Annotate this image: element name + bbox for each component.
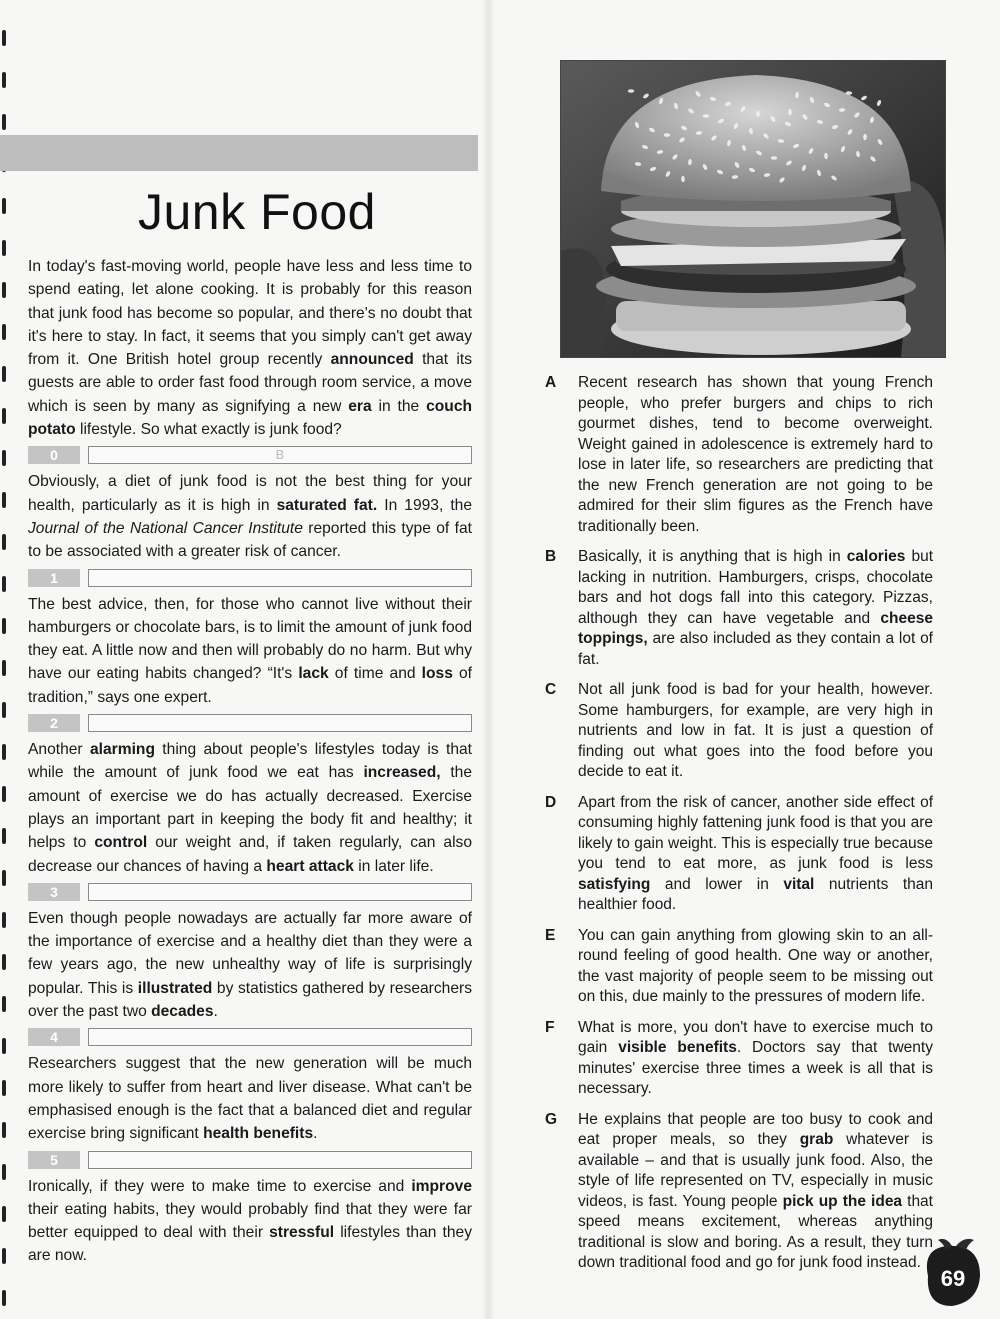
text-run: In today's fast-moving world, people have less and less time to spend eating, let alone cooking. It is probably for this reason that junk food has become so popular, and there's no doubt that it's here to stay. In fact, it seems that you simply can't get away from it. One British hotel group recently bbox=[28, 258, 472, 369]
binding-mark bbox=[2, 702, 6, 718]
binding-mark bbox=[2, 408, 6, 424]
option-d bbox=[545, 793, 933, 916]
answer-box[interactable] bbox=[88, 883, 472, 901]
binding-mark bbox=[2, 576, 6, 592]
text-run: their eating habits, they would probably find that they were far better equipped to deal with their bbox=[28, 1200, 472, 1242]
text-run: thing about people's lifestyles today is that while the amount of junk food we eat has bbox=[28, 741, 473, 782]
answer-box[interactable]: B bbox=[88, 446, 472, 464]
text-run: nutrients than healthier food. bbox=[578, 875, 933, 913]
gap-number: 5 bbox=[28, 1151, 80, 1169]
binding-mark bbox=[2, 618, 6, 634]
binding-mark bbox=[2, 1290, 6, 1306]
bold-term: illustrated bbox=[137, 979, 213, 997]
text-run: that its guests are able to order fast food through room service, a move which is seen by many as signifying a new bbox=[28, 351, 472, 415]
binding-mark bbox=[2, 450, 6, 466]
text-run: our weight and, if taken regularly, can also decrease our chances of having a bbox=[28, 834, 473, 875]
gap-5 bbox=[28, 1150, 472, 1170]
option-text bbox=[578, 373, 933, 537]
binding-mark bbox=[2, 114, 6, 130]
text-run: in the bbox=[371, 397, 427, 415]
binding-mark bbox=[2, 912, 6, 928]
article-text bbox=[28, 255, 472, 1268]
bold-term: control bbox=[94, 834, 148, 852]
text-run: the amount of exercise we do has actually decreased. Exercise plays an important part in keeping the body fit and healthy; it helps to bbox=[28, 764, 472, 852]
burger-illustration bbox=[561, 61, 945, 357]
binding-mark bbox=[2, 1164, 6, 1180]
option-text bbox=[578, 793, 933, 916]
text-run: You can gain anything from glowing skin to an all-round feeling of good health. One way or another, the vast majority of people seem to be missing out on this, due mainly to the pressures of modern life. bbox=[578, 926, 933, 1005]
binding-mark bbox=[2, 828, 6, 844]
paragraph-5 bbox=[28, 1052, 472, 1145]
text-run: are also included as they contain a lot of fat. bbox=[578, 630, 933, 668]
text-run: reported this type of fat to be associated with a greater risk of cancer. bbox=[28, 519, 472, 561]
page-number-badge bbox=[916, 1236, 986, 1310]
answer-box[interactable] bbox=[88, 1028, 472, 1046]
strawberry-icon bbox=[916, 1236, 986, 1310]
option-text bbox=[578, 926, 933, 1008]
option-letter: C bbox=[545, 681, 557, 698]
bold-term: satisfying bbox=[578, 875, 651, 893]
text-run: that speed means excitement, whereas anything traditional is slow and boring. As a result, they turn down traditional food and go for junk food instead. bbox=[578, 1192, 933, 1271]
paragraph-6 bbox=[28, 1175, 472, 1268]
text-run: . Doctors say that twenty minutes' exercise three times a week is all that is necessary. bbox=[578, 1039, 933, 1097]
answer-box[interactable] bbox=[88, 1151, 472, 1169]
option-letter: B bbox=[545, 548, 557, 565]
bold-term: stressful bbox=[269, 1224, 335, 1242]
bold-term: decades bbox=[151, 1003, 214, 1021]
missing-sentences-list bbox=[545, 373, 933, 1284]
bold-term: visible benefits bbox=[618, 1039, 737, 1056]
text-run: Ironically, if they were to make time to exercise and bbox=[28, 1177, 412, 1195]
gap-number: 0 bbox=[28, 446, 80, 464]
paragraph-4 bbox=[28, 907, 472, 1023]
text-run: In 1993, the bbox=[377, 496, 472, 514]
binding-mark bbox=[2, 660, 6, 676]
option-letter: F bbox=[545, 1018, 555, 1036]
text-run: . bbox=[213, 1003, 218, 1021]
text-run: Recent research has shown that young French people, who prefer burgers and chips to rich gourmet dishes, tend to become overweight. Weight gained in adolescence is extremely hard to lose in later life, so researchers are predicting that the new French generation are not going to be admired for their slim figures as the French have traditionally been. bbox=[578, 374, 933, 535]
option-text bbox=[578, 680, 933, 783]
binding-mark bbox=[2, 744, 6, 760]
bold-term: saturated fat. bbox=[276, 496, 378, 514]
bold-term: health benefits bbox=[203, 1125, 314, 1143]
gap-2 bbox=[28, 713, 472, 733]
binding-mark bbox=[2, 1206, 6, 1222]
header-grey-bar bbox=[0, 135, 478, 171]
binding-mark bbox=[2, 1248, 6, 1264]
italic-title: Journal of the National Cancer Institute bbox=[28, 519, 303, 537]
text-run: Basically, it is anything that is high in bbox=[578, 548, 847, 565]
option-text bbox=[578, 1018, 933, 1100]
text-run: Obviously, a diet of junk food is not the best thing for your health, particularly as it is high in bbox=[28, 473, 472, 514]
gap-0 bbox=[28, 445, 472, 465]
option-a bbox=[545, 373, 933, 537]
paragraph-3 bbox=[28, 738, 472, 878]
burger-photo bbox=[560, 60, 946, 358]
text-run: and lower in bbox=[650, 875, 784, 893]
intro-paragraph bbox=[28, 255, 472, 441]
option-letter: E bbox=[545, 926, 556, 944]
binding-mark bbox=[2, 1038, 6, 1054]
binding-mark bbox=[2, 996, 6, 1012]
option-letter: A bbox=[545, 374, 557, 391]
option-letter: D bbox=[545, 793, 557, 811]
binding-mark bbox=[2, 870, 6, 886]
bold-term: heart attack bbox=[266, 857, 354, 875]
bold-term: loss bbox=[421, 665, 453, 683]
text-run: lifestyle. So what exactly is junk food? bbox=[75, 421, 342, 439]
binding-mark bbox=[2, 492, 6, 508]
bold-term: announced bbox=[330, 351, 414, 369]
option-e bbox=[545, 926, 933, 1008]
option-f bbox=[545, 1018, 933, 1100]
bold-term: calories bbox=[846, 548, 906, 565]
gap-number: 2 bbox=[28, 714, 80, 732]
page-gutter bbox=[482, 0, 494, 1319]
binding-mark bbox=[2, 72, 6, 88]
gap-3 bbox=[28, 882, 472, 902]
article-title: Junk Food bbox=[138, 184, 376, 240]
binding-mark bbox=[2, 954, 6, 970]
binding-mark bbox=[2, 30, 6, 46]
text-run: Another bbox=[28, 741, 90, 759]
binding-mark bbox=[2, 240, 6, 256]
binding-mark bbox=[2, 366, 6, 382]
text-run: Not all junk food is bad for your health, however. Some hamburgers, for example, are very high in nutrients and low in fat. It is just a question of finding out what goes into the food before you decide to eat it. bbox=[578, 681, 933, 780]
bold-term: pick up the idea bbox=[782, 1192, 903, 1210]
text-run: of tradition,” says one expert. bbox=[28, 665, 473, 706]
option-text bbox=[578, 547, 933, 670]
text-run: Even though people nowadays are actually far more aware of the importance of exercise and a healthy diet than they were a few years ago, the new unhealthy way of life is surprisingly popular. This is bbox=[28, 909, 472, 997]
binding-mark bbox=[2, 282, 6, 298]
text-run: lifestyles than they are now. bbox=[28, 1224, 472, 1265]
binding-mark bbox=[2, 786, 6, 802]
text-run: but lacking in nutrition. Hamburgers, crisps, chocolate bars and hot dogs fall into this category. Pizzas, although they can have vegetable and bbox=[578, 548, 933, 627]
text-run: in later life. bbox=[353, 857, 434, 875]
binding-mark bbox=[2, 534, 6, 550]
option-text bbox=[578, 1110, 933, 1274]
answer-box[interactable] bbox=[88, 569, 472, 587]
bold-term: vital bbox=[783, 875, 815, 893]
text-run: Researchers suggest that the new generation will be much more likely to suffer from heart and liver disease. What can't be emphasised enough is the fact that a balanced diet and regular exercise bring significant bbox=[28, 1055, 472, 1143]
bold-term: lack bbox=[298, 665, 329, 683]
bold-term: era bbox=[348, 397, 372, 415]
option-g bbox=[545, 1110, 933, 1274]
spiral-binding bbox=[0, 0, 10, 1319]
gap-number: 4 bbox=[28, 1028, 80, 1046]
answer-box[interactable] bbox=[88, 714, 472, 732]
option-b bbox=[545, 547, 933, 670]
gap-number: 3 bbox=[28, 883, 80, 901]
text-run: Apart from the risk of cancer, another side effect of consuming highly fattening junk food is that you are likely to gain weight. This is especially true because you tend to eat more, as junk food is less bbox=[578, 793, 933, 872]
gap-4 bbox=[28, 1027, 472, 1047]
sesame-seed bbox=[628, 89, 634, 93]
paragraph-2 bbox=[28, 593, 472, 709]
bold-term: alarming bbox=[89, 741, 155, 759]
binding-mark bbox=[2, 324, 6, 340]
text-run: of time and bbox=[328, 665, 422, 683]
paragraph-1 bbox=[28, 470, 472, 563]
bold-term: increased, bbox=[363, 764, 441, 782]
bold-term: grab bbox=[799, 1131, 834, 1148]
text-run: What is more, you don't have to exercise much to gain bbox=[578, 1018, 933, 1056]
bold-term: cheese toppings, bbox=[578, 609, 933, 647]
gap-number: 1 bbox=[28, 569, 80, 587]
option-c bbox=[545, 680, 933, 783]
text-run: . bbox=[313, 1125, 318, 1143]
binding-mark bbox=[2, 198, 6, 214]
text-run: by statistics gathered by researchers over the past two bbox=[28, 979, 472, 1021]
bold-term: couch potato bbox=[28, 397, 473, 439]
binding-mark bbox=[2, 1122, 6, 1138]
option-letter: G bbox=[545, 1110, 558, 1128]
binding-mark bbox=[2, 1080, 6, 1096]
text-run: whatever is available – and that is usually junk food. Also, the style of life represented on TV, especially in music videos, is fast. Young people bbox=[578, 1131, 933, 1210]
text-run: The best advice, then, for those who cannot live without their hamburgers or chocolate bars, is to limit the amount of junk food they eat. A little now and then will probably do no harm. But why have our eating habits changed? “It's bbox=[28, 595, 472, 683]
page-number: 69 bbox=[940, 1266, 966, 1291]
text-run: He explains that people are too busy to cook and eat proper meals, so they bbox=[578, 1110, 933, 1148]
bold-term: improve bbox=[411, 1177, 472, 1195]
gap-1 bbox=[28, 568, 472, 588]
